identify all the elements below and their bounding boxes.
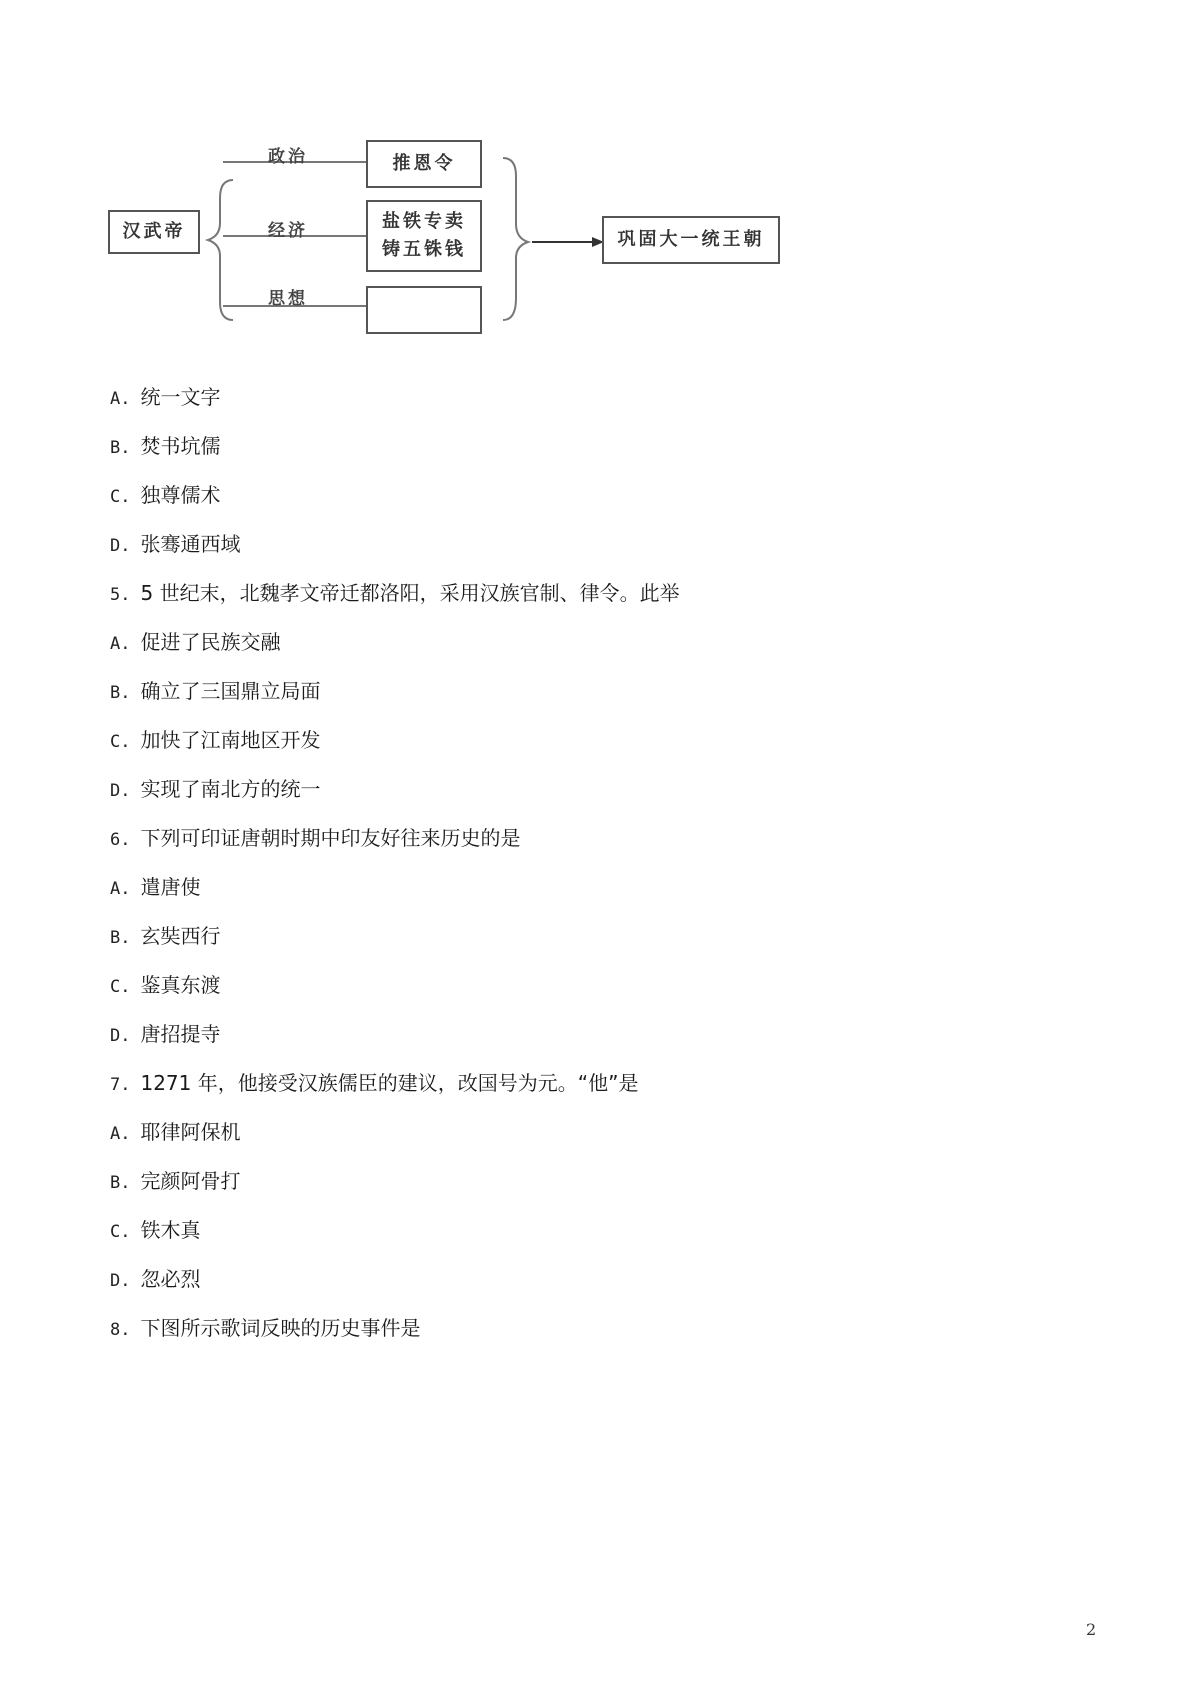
thought-label: 思想: [268, 289, 308, 309]
option-text: 实现了南北方的统一: [140, 777, 321, 801]
option-label: A.: [110, 389, 131, 409]
politics-box: [366, 140, 482, 188]
q4-option-a: [110, 384, 220, 410]
question-number: 5.: [110, 585, 131, 605]
politics-box-text: 推恩令: [392, 153, 456, 174]
source-box: [108, 210, 200, 254]
economy-box-line2: 铸五铢钱: [382, 239, 466, 260]
option-text: 确立了三国鼎立局面: [140, 679, 321, 703]
option-label: B.: [110, 683, 131, 703]
thought-box-blank: [366, 286, 482, 334]
option-label: A.: [110, 634, 131, 654]
q7-stem: [110, 1070, 638, 1096]
question-number: 8.: [110, 1320, 131, 1340]
option-text: 遣唐使: [140, 875, 201, 899]
economy-box: [366, 200, 482, 272]
q5-option-b: [110, 678, 320, 704]
option-text: 独尊儒术: [140, 483, 221, 507]
question-number: 7.: [110, 1075, 131, 1095]
option-label: D.: [110, 1026, 131, 1046]
q7-option-c: [110, 1217, 200, 1243]
question-text: 1271 年，他接受汉族儒臣的建议，改国号为元。“他”是: [140, 1071, 639, 1095]
option-text: 忽必烈: [140, 1267, 201, 1291]
option-label: A.: [110, 1124, 131, 1144]
q6-option-b: [110, 923, 220, 949]
option-label: B.: [110, 1173, 131, 1193]
result-text: 巩固大一统王朝: [617, 229, 765, 250]
option-text: 促进了民族交融: [140, 630, 281, 654]
q5-option-a: [110, 629, 280, 655]
q7-option-d: [110, 1266, 200, 1292]
q6-stem: [110, 825, 520, 851]
option-label: A.: [110, 879, 131, 899]
option-label: D.: [110, 781, 131, 801]
q7-option-b: [110, 1168, 240, 1194]
question-text: 5 世纪末，北魏孝文帝迁都洛阳，采用汉族官制、律令。此举: [140, 581, 680, 605]
option-label: D.: [110, 1271, 131, 1291]
question-text: 下图所示歌词反映的历史事件是: [140, 1316, 421, 1340]
option-text: 玄奘西行: [140, 924, 221, 948]
option-text: 统一文字: [140, 385, 221, 409]
result-box: [602, 216, 780, 264]
option-label: C.: [110, 732, 131, 752]
han-wudi-diagram: [108, 148, 868, 378]
option-text: 完颜阿骨打: [140, 1169, 241, 1193]
option-label: B.: [110, 438, 131, 458]
source-label: 汉武帝: [122, 221, 186, 242]
q7-option-a: [110, 1119, 240, 1145]
option-text: 焚书坑儒: [140, 434, 221, 458]
option-label: C.: [110, 977, 131, 997]
option-label: B.: [110, 928, 131, 948]
question-number: 6.: [110, 830, 131, 850]
option-label: C.: [110, 487, 131, 507]
politics-label: 政治: [268, 147, 308, 167]
economy-label: 经济: [268, 221, 308, 241]
question-text: 下列可印证唐朝时期中印友好往来历史的是: [140, 826, 521, 850]
option-text: 铁木真: [140, 1218, 201, 1242]
option-text: 加快了江南地区开发: [140, 728, 321, 752]
q5-stem: [110, 580, 680, 606]
option-label: D.: [110, 536, 131, 556]
q8-stem: [110, 1315, 420, 1341]
option-text: 张骞通西域: [140, 532, 241, 556]
page-number: 2: [1086, 1620, 1097, 1639]
q4-option-d: [110, 531, 240, 557]
option-text: 唐招提寺: [140, 1022, 221, 1046]
q4-option-c: [110, 482, 220, 508]
option-label: C.: [110, 1222, 131, 1242]
q6-option-c: [110, 972, 220, 998]
q5-option-c: [110, 727, 320, 753]
q4-option-b: [110, 433, 220, 459]
economy-box-line1: 盐铁专卖: [382, 211, 466, 232]
option-text: 耶律阿保机: [140, 1120, 241, 1144]
q6-option-a: [110, 874, 200, 900]
left-brace: [208, 180, 233, 320]
q6-option-d: [110, 1021, 220, 1047]
option-text: 鉴真东渡: [140, 973, 221, 997]
q5-option-d: [110, 776, 320, 802]
right-brace: [503, 158, 528, 320]
